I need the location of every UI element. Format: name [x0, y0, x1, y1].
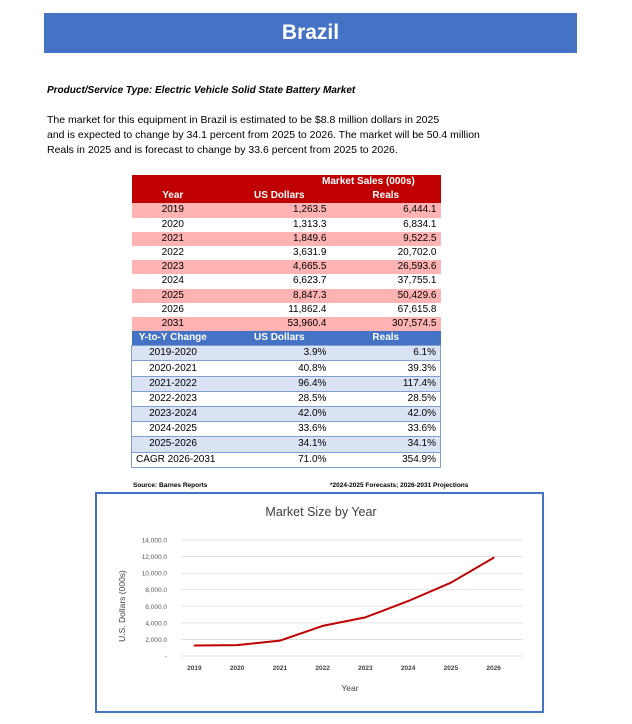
sales-row: [132, 303, 441, 317]
sales-row: [132, 218, 441, 232]
change-row: [132, 422, 441, 437]
sales-reals: 6,444.1: [330, 203, 440, 217]
x-tick-label: 2024: [400, 665, 416, 672]
sales-year: 2023: [132, 260, 215, 274]
sales-year: 2020: [132, 218, 215, 232]
data-point: [364, 616, 366, 618]
data-point: [193, 645, 195, 647]
market-size-chart: [95, 492, 544, 713]
change-period: 2020-2021: [132, 361, 215, 376]
sales-row: [132, 246, 441, 260]
change-usd: 42.0%: [214, 407, 330, 422]
sales-row: [132, 289, 441, 303]
product-type: Product/Service Type: Electric Vehicle Solid State Battery Market: [47, 85, 356, 96]
y-tick-label: -: [164, 653, 167, 661]
cagr-row: [132, 452, 441, 467]
sales-year: 2022: [132, 246, 215, 260]
change-period: 2022-2023: [132, 391, 215, 406]
sales-usd: 1,313.3: [214, 218, 330, 232]
change-reals: 117.4%: [330, 376, 440, 391]
col-reals: Reals: [330, 189, 440, 203]
x-tick-label: 2019: [187, 665, 202, 672]
summary-line-3: Reals in 2025 and is forecast to change by 33.6 percent from 2025 to 2026.: [47, 144, 398, 156]
sales-year: 2024: [132, 274, 215, 288]
cagr-label: CAGR 2026-2031: [132, 452, 215, 467]
sales-reals: 50,429.6: [330, 289, 440, 303]
data-point: [493, 557, 495, 559]
col-usd: US Dollars: [214, 189, 330, 203]
change-period: 2021-2022: [132, 376, 215, 391]
x-tick-label: 2021: [272, 665, 288, 672]
change-reals: 28.5%: [330, 391, 440, 406]
sales-reals: 26,593.6: [330, 260, 440, 274]
change-usd: 33.6%: [214, 422, 330, 437]
change-usd: 28.5%: [214, 391, 330, 406]
sales-usd: 8,847.3: [214, 289, 330, 303]
sales-usd: 1,849.6: [214, 232, 330, 246]
sales-year: 2021: [132, 232, 215, 246]
sales-row: [132, 203, 441, 217]
sales-year: 2019: [132, 203, 215, 217]
sales-year: 2031: [132, 317, 215, 331]
source-note: Source: Barnes Reports: [133, 482, 208, 489]
series-line: [194, 558, 493, 646]
y-tick-label: 6,000.0: [145, 603, 167, 611]
x-tick-label: 2025: [443, 665, 459, 672]
x-axis-label: Year: [341, 683, 359, 693]
change-period: 2023-2024: [132, 407, 215, 422]
sales-usd: 4,665.5: [214, 260, 330, 274]
data-point: [407, 600, 409, 602]
sales-reals: 307,574.5: [330, 317, 440, 331]
sales-year: 2025: [132, 289, 215, 303]
forecast-note: *2024-2025 Forecasts; 2026-2031 Projections: [330, 482, 469, 489]
chart-title: Market Size by Year: [265, 505, 377, 519]
sales-usd: 6,623.7: [214, 274, 330, 288]
sales-row: [132, 232, 441, 246]
sales-reals: 6,834.1: [330, 218, 440, 232]
y-tick-label: 2,000.0: [145, 636, 167, 644]
sales-usd: 53,960.4: [214, 317, 330, 331]
data-point: [236, 644, 238, 646]
change-reals: 34.1%: [330, 437, 440, 452]
change-reals: 6.1%: [330, 346, 440, 361]
summary-paragraph: [47, 113, 517, 158]
sales-usd: 3,631.9: [214, 246, 330, 260]
y-tick-label: 12,000.0: [141, 554, 167, 562]
data-point: [322, 625, 324, 627]
x-tick-label: 2022: [315, 665, 330, 672]
plot-area: [142, 538, 523, 673]
change-usd: 96.4%: [214, 376, 330, 391]
sales-year: 2026: [132, 303, 215, 317]
sales-column-header: [132, 189, 441, 203]
summary-line-1: The market for this equipment in Brazil is estimated to be $8.8 million dollars in 2025: [47, 114, 440, 126]
y-axis-label: U.S. Dollars (000s): [117, 570, 127, 642]
change-period: 2025-2026: [132, 437, 215, 452]
sales-reals: 37,755.1: [330, 274, 440, 288]
change-row: [132, 437, 441, 452]
summary-line-2: and is expected to change by 34.1 percent from 2025 to 2026. The market will be 50.4 million: [47, 129, 480, 141]
change-reals: 33.6%: [330, 422, 440, 437]
market-sales-group-header: [132, 175, 441, 189]
sales-row: [132, 260, 441, 274]
change-period: 2019-2020: [132, 346, 215, 361]
change-row: [132, 391, 441, 406]
sales-usd: 1,263.5: [214, 203, 330, 217]
market-table: [131, 175, 441, 468]
change-reals: 39.3%: [330, 361, 440, 376]
change-reals: 42.0%: [330, 407, 440, 422]
change-row: [132, 376, 441, 391]
change-usd: 34.1%: [214, 437, 330, 452]
sales-reals: 20,702.0: [330, 246, 440, 260]
change-usd: 40.8%: [214, 361, 330, 376]
chart-svg: [97, 494, 542, 711]
y-tick-label: 8,000.0: [145, 587, 167, 595]
x-tick-label: 2023: [358, 665, 373, 672]
change-column-header: [132, 331, 441, 346]
sales-row: [132, 274, 441, 288]
change-row: [132, 407, 441, 422]
col-change-usd: US Dollars: [214, 331, 330, 346]
data-point: [450, 582, 452, 584]
sales-usd: 11,862.4: [214, 303, 330, 317]
market-table-body: [132, 175, 441, 467]
page-title: Brazil: [281, 21, 340, 44]
group-header-label: Market Sales (000s): [214, 175, 440, 189]
y-tick-label: 14,000.0: [141, 537, 167, 545]
x-tick-label: 2026: [486, 665, 501, 672]
change-usd: 3.9%: [214, 346, 330, 361]
y-tick-label: 4,000.0: [145, 620, 167, 628]
cagr-reals: 354.9%: [330, 452, 440, 467]
sales-reals: 67,615.8: [330, 303, 440, 317]
sales-row: [132, 317, 441, 331]
data-point: [279, 640, 281, 642]
col-change-reals: Reals: [330, 331, 440, 346]
y-tick-label: 10,000.0: [141, 570, 167, 578]
sales-reals: 9,522.5: [330, 232, 440, 246]
change-period: 2024-2025: [132, 422, 215, 437]
change-row: [132, 346, 441, 361]
country-banner: [44, 13, 577, 53]
col-period: Y-to-Y Change: [132, 331, 215, 346]
change-row: [132, 361, 441, 376]
x-tick-label: 2020: [229, 665, 245, 672]
cagr-usd: 71.0%: [214, 452, 330, 467]
col-year: Year: [132, 189, 215, 203]
